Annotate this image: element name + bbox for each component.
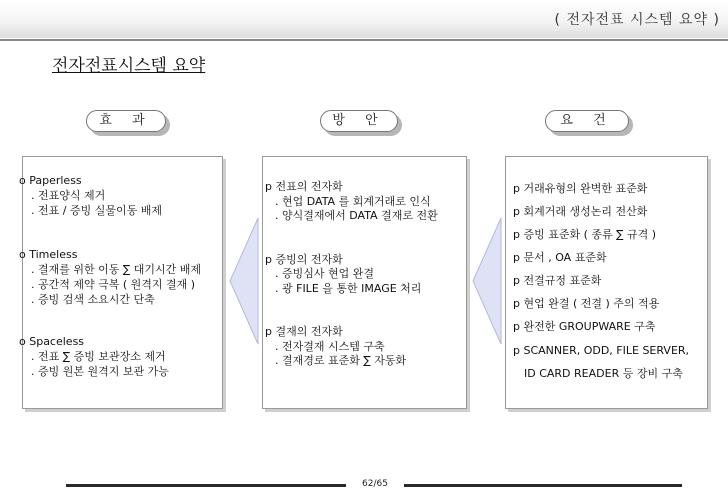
effect-header: 효 과: [86, 110, 166, 132]
header-title: ( 전자전표 시스템 요약 ): [554, 12, 720, 28]
requirement-line-6: p 현업 완결 ( 전결 ) 주의 적용: [513, 297, 660, 310]
plan-line-1: p 전표의 전자화: [265, 180, 343, 193]
plan-line-3: . 양식결재에서 DATA 결재로 전환: [275, 209, 438, 222]
requirement-line-7: p 완전한 GROUPWARE 구축: [513, 320, 656, 333]
plan-line-5: . 증빙심사 현업 완결: [275, 267, 374, 280]
effect-line-3: . 전표 / 증빙 실물이동 배제: [31, 204, 162, 217]
requirement-line-4: p 문서 , OA 표준화: [513, 251, 607, 264]
requirement-panel: [505, 156, 708, 409]
plan-line-9: . 결재경로 표준화 ∑ 자동화: [275, 354, 407, 367]
requirement-line-8: p SCANNER, ODD, FILE SERVER,: [513, 344, 690, 357]
page-title: 전자전표시스템 요약: [52, 56, 206, 76]
effect-line-9: . 전표 ∑ 증빙 보관장소 제거: [31, 350, 166, 363]
plan-line-8: . 전자결재 시스템 구축: [275, 340, 385, 353]
requirement-line-9: ID CARD READER 등 장비 구축: [524, 367, 683, 380]
effect-line-2: . 전표양식 제거: [31, 189, 106, 202]
plan-header: 방 안: [320, 110, 398, 132]
effect-line-10: . 증빙 원본 원격지 보관 가능: [31, 365, 169, 378]
page-number: 62/65: [362, 479, 388, 489]
plan-line-7: p 결재의 전자화: [265, 325, 343, 338]
header-divider: [0, 39, 728, 41]
requirement-line-2: p 회계거래 생성논리 전산화: [513, 205, 648, 218]
effect-panel: [19, 156, 223, 409]
effect-line-4: o Timeless: [19, 248, 78, 261]
arrow-left-icon-requirement-to-plan: [470, 216, 504, 346]
effect-line-6: . 공간적 제약 극복 ( 원격지 결재 ): [31, 278, 196, 291]
requirement-line-5: p 전결규정 표준화: [513, 274, 602, 287]
plan-line-4: p 증빙의 전자화: [265, 253, 343, 266]
effect-line-5: . 결재를 위한 이동 ∑ 대기시간 배제: [31, 263, 202, 276]
plan-line-6: . 광 FILE 을 통한 IMAGE 처리: [275, 282, 422, 295]
requirement-header: 요 건: [545, 110, 629, 132]
effect-line-1: o Paperless: [19, 174, 82, 187]
header-bar: [0, 0, 728, 38]
effect-line-8: o Spaceless: [19, 335, 85, 348]
arrow-left-icon-plan-to-effect: [227, 216, 261, 346]
requirement-line-3: p 증빙 표준화 ( 종류 ∑ 규격 ): [513, 228, 657, 241]
plan-line-2: . 현업 DATA 를 회계거래로 인식: [275, 195, 431, 208]
effect-line-7: . 증빙 검색 소요시간 단축: [31, 293, 155, 306]
plan-panel: [262, 156, 467, 409]
footer-rule-left: [66, 484, 346, 487]
footer-rule-right: [404, 484, 682, 487]
requirement-line-1: p 거래유형의 완벽한 표준화: [513, 182, 648, 195]
